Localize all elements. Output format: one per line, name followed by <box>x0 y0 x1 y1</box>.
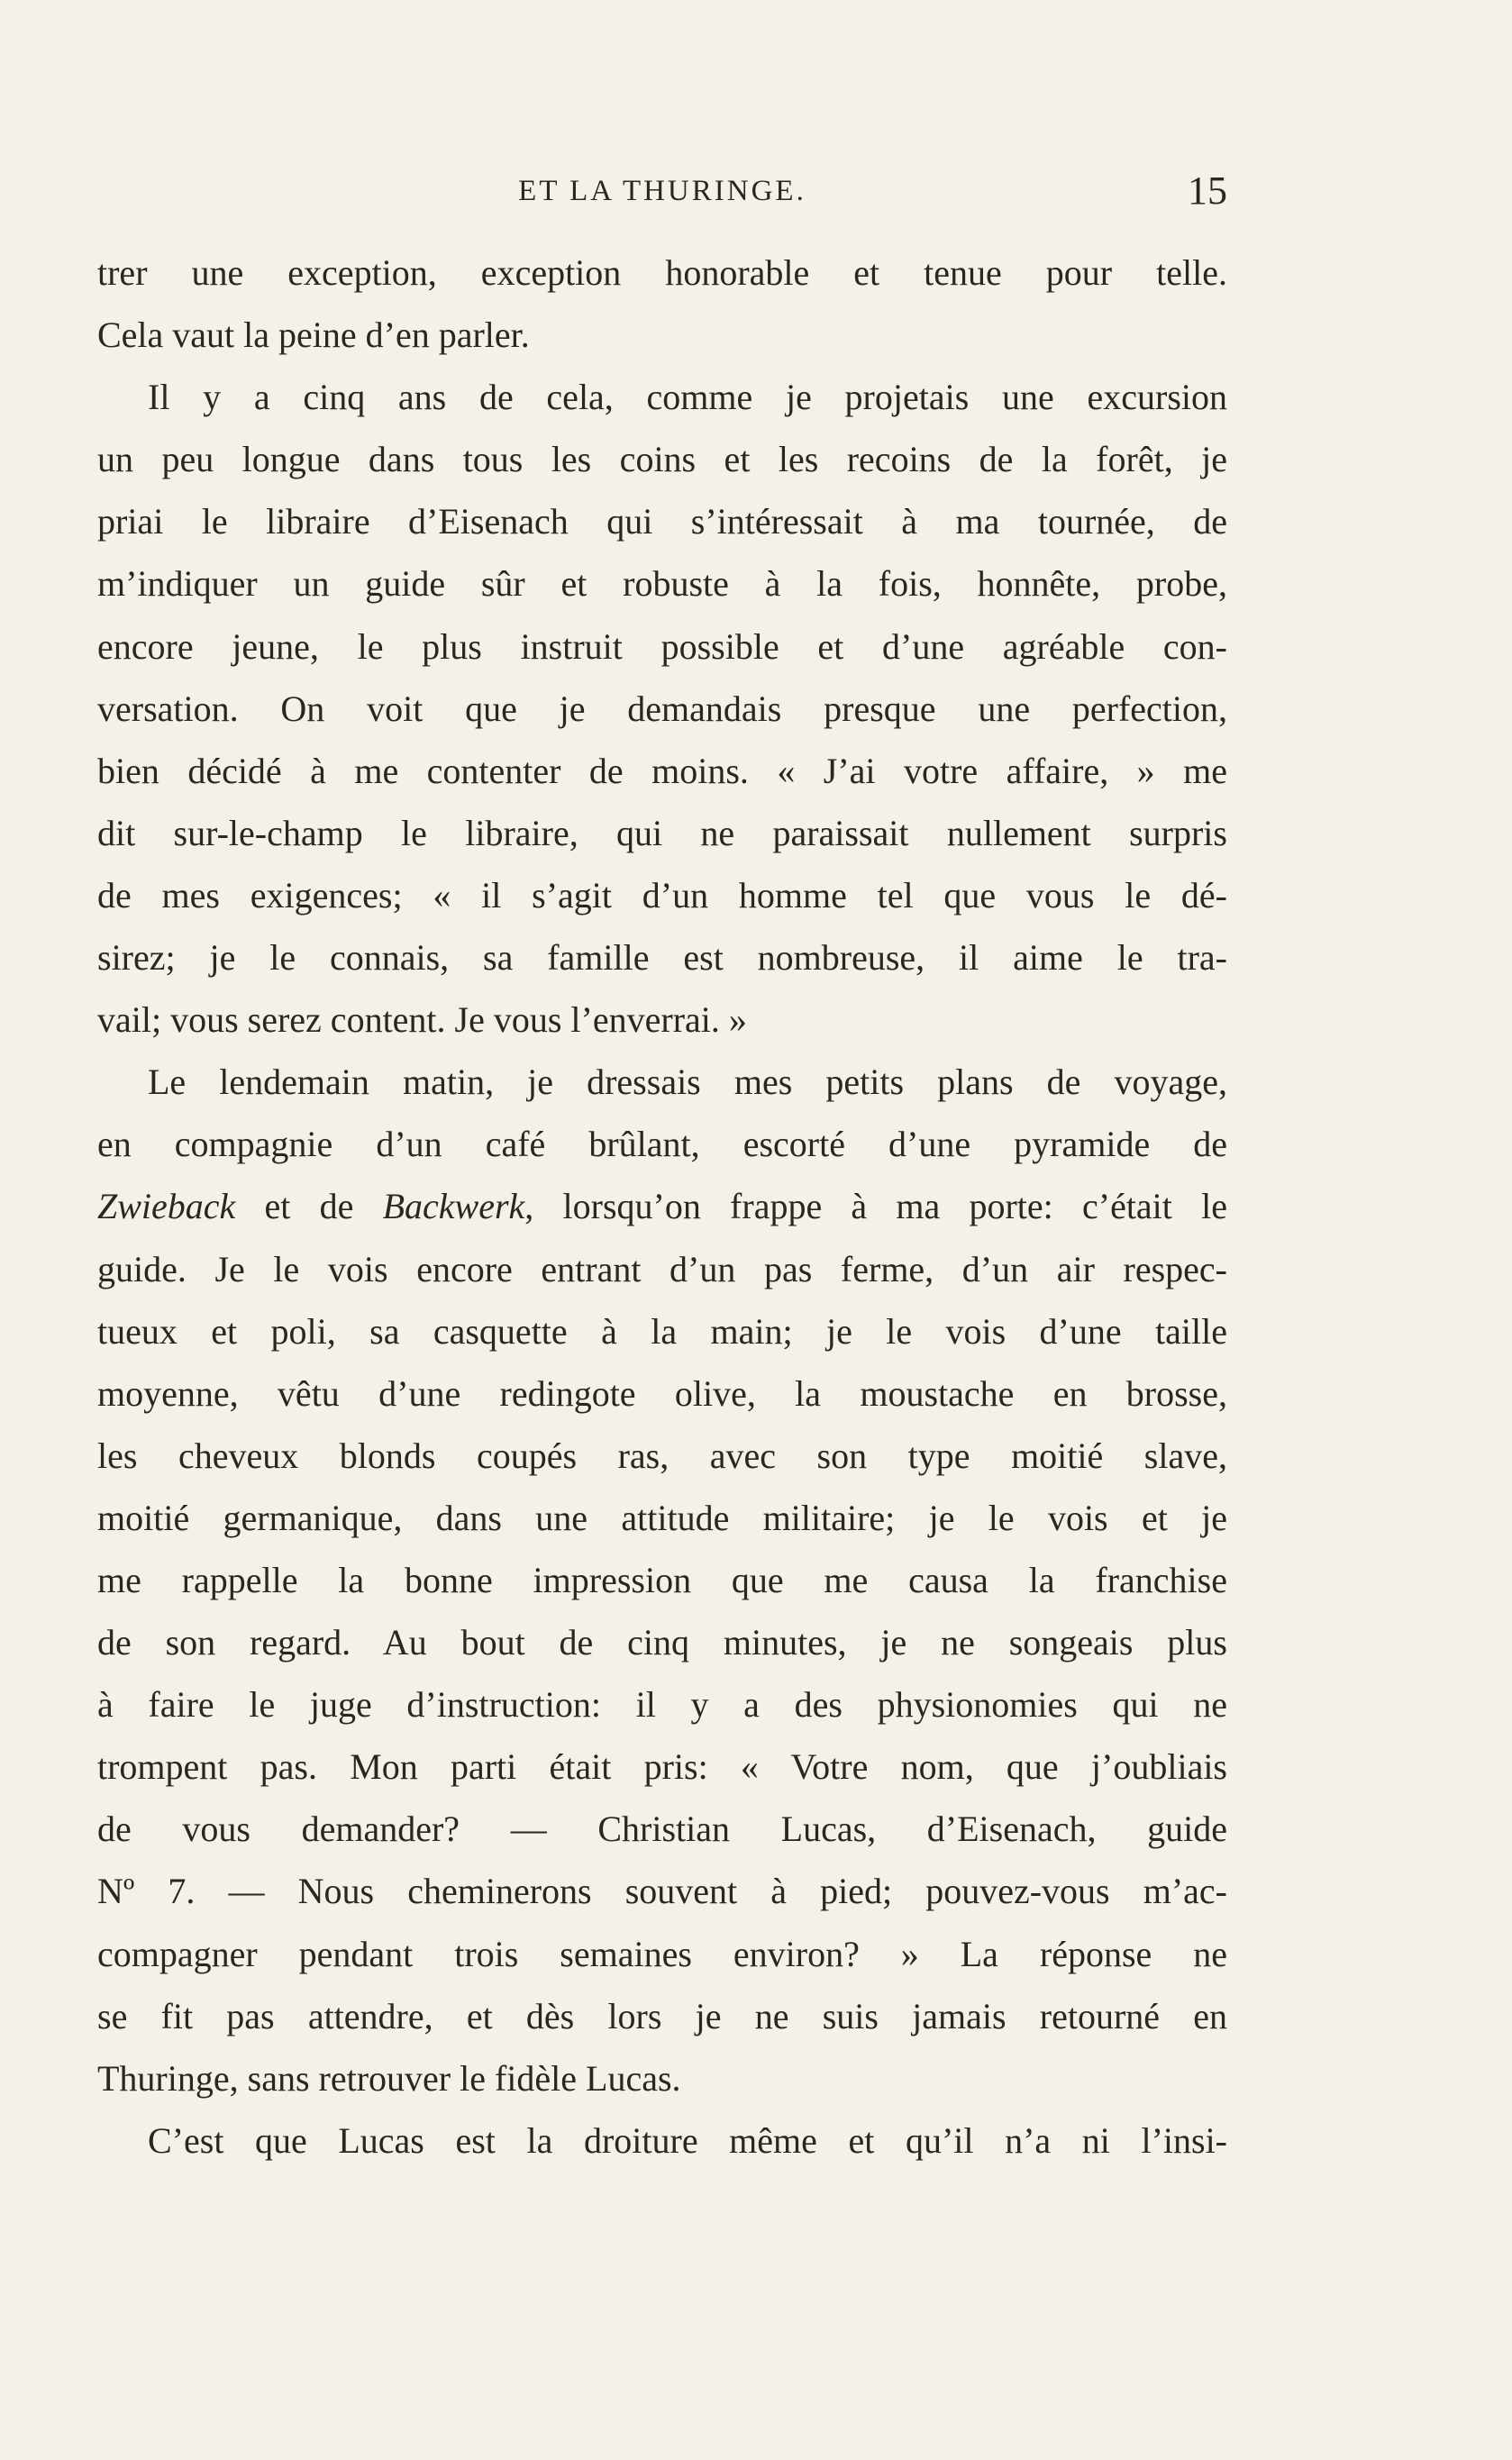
text-line: me rappelle la bonne impression que me causa la franchise <box>97 1559 1227 1600</box>
text-line: trompent pas. Mon parti était pris: « Votre nom, que j’oubliais <box>97 1746 1227 1788</box>
text-line: versation. On voit que je demandais presque une perfection, <box>97 688 1227 729</box>
text-line: vail; vous serez content. Je vous l’enverrai. » <box>97 999 747 1041</box>
text-line: C’est que Lucas est la droiture même et qu’il n’a ni l’insi- <box>148 2119 1227 2161</box>
page-number: 15 <box>1188 169 1227 213</box>
text-line: sirez; je le connais, sa famille est nombreuse, il aime le tra- <box>97 937 1227 979</box>
text-line: en compagnie d’un café brûlant, escorté d’une pyramide de <box>97 1124 1227 1165</box>
text-line: les cheveux blonds coupés ras, avec son type moitié slave, <box>97 1435 1227 1476</box>
text-line: Le lendemain matin, je dressais mes petits plans de voyage, <box>148 1061 1227 1103</box>
body-text <box>97 241 1227 2172</box>
text-line: Il y a cinq ans de cela, comme je projetais une excursion <box>148 377 1227 418</box>
page-header <box>97 168 1227 222</box>
text-line: m’indiquer un guide sûr et robuste à la fois, honnête, probe, <box>97 563 1227 605</box>
text-line: de mes exigences; « il s’agit d’un homme tel que vous le dé- <box>97 874 1227 916</box>
text-line: Cela vaut la peine d’en parler. <box>97 314 530 356</box>
italic-word: Zwieback <box>97 1186 236 1227</box>
text-line: moyenne, vêtu d’une redingote olive, la moustache en brosse, <box>97 1372 1227 1414</box>
text-line: tueux et poli, sa casquette à la main; je le vois d’une taille <box>97 1310 1227 1352</box>
text-line: à faire le juge d’instruction: il y a des physionomies qui ne <box>97 1684 1227 1726</box>
text-line: de vous demander? — Christian Lucas, d’Eisenach, guide <box>97 1809 1227 1850</box>
text-span: et de <box>235 1186 383 1227</box>
text-line: priai le libraire d’Eisenach qui s’intéressait à ma tournée, de <box>97 501 1227 542</box>
text-line: encore jeune, le plus instruit possible et d’une agréable con- <box>97 625 1227 667</box>
text-line: un peu longue dans tous les coins et les recoins de la forêt, je <box>97 439 1227 480</box>
text-line: bien décidé à me contenter de moins. « J’ai votre affaire, » me <box>97 750 1227 791</box>
italic-word: Backwerk <box>382 1186 525 1227</box>
running-title: ET LA THURINGE. <box>518 175 806 207</box>
text-line-mixed <box>97 1175 1227 1237</box>
text-line: Thuringe, sans retrouver le fidèle Lucas. <box>97 2057 681 2099</box>
text-line: de son regard. Au bout de cinq minutes, je ne songeais plus <box>97 1622 1227 1663</box>
text-line: trer une exception, exception honorable et tenue pour telle. <box>97 252 1227 293</box>
text-line: guide. Je le vois encore entrant d’un pas ferme, d’un air respec- <box>97 1248 1227 1289</box>
text-line: compagner pendant trois semaines environ? » La réponse ne <box>97 1933 1227 1974</box>
text-line: dit sur-le-champ le libraire, qui ne paraissait nullement surpris <box>97 812 1227 853</box>
text-line: moitié germanique, dans une attitude militaire; je le vois et je <box>97 1497 1227 1538</box>
text-span: , lorsqu’on frappe à ma porte: c’était le <box>524 1186 1227 1227</box>
text-line: Nº 7. — Nous cheminerons souvent à pied; pouvez-vous m’ac- <box>97 1871 1227 1912</box>
text-line: se fit pas attendre, et dès lors je ne suis jamais retourné en <box>97 1995 1227 2036</box>
